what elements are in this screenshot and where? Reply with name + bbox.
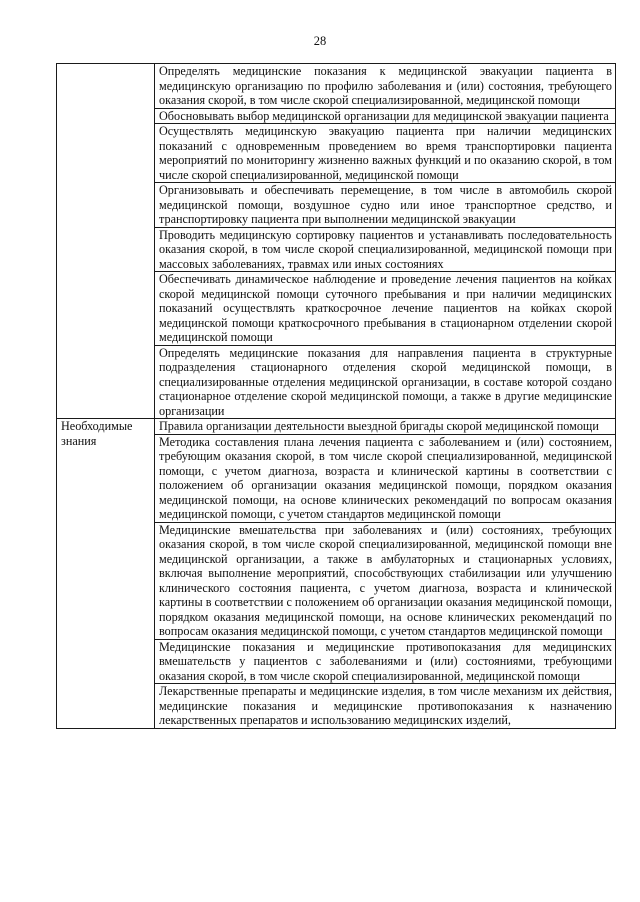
table-cell: Обосновывать выбор медицинской организации для медицинской эвакуации пациента [155, 108, 616, 124]
table-cell: Лекарственные препараты и медицинские изделия, в том числе механизм их действия, медицинские показания и медицинские противопоказания к назначению лекарственных препаратов и использованию медицинских изделий, [155, 684, 616, 729]
table-cell: Организовывать и обеспечивать перемещение, в том числе в автомобиль скорой медицинской помощи, воздушное судно или иное транспортное средство, и транспортировку пациента при выполнении медицинской эвакуации [155, 183, 616, 228]
section-label [57, 64, 155, 419]
table-cell: Медицинские вмешательства при заболеваниях и (или) состояниях, требующих оказания скорой, в том числе скорой специализированной, медицинской помощи вне медицинской организации, а также в амбулаторных и стационарных условиях, включая выполнение мероприятий, способствующих стабилизации или улучшению клинического состояния пациента, с учетом диагноза, возраста и клинической картины в соответствии с положением об организации оказания медицинской помощи, порядком оказания медицинской помощи, на основе клинических рекомендаций по вопросам оказания медицинской помощи, с учетом стандартов медицинской помощи [155, 522, 616, 639]
table-row [57, 64, 616, 109]
table-cell: Определять медицинские показания к медицинской эвакуации пациента в медицинскую организацию по профилю заболевания и (или) состояния, требующего оказания скорой, в том числе скорой специализированной, медицинской помощи [155, 64, 616, 109]
table-cell: Определять медицинские показания для направления пациента в структурные подразделения стационарного отделения скорой медицинской помощи, в специализированные отделения медицинской организации, в составе которой создано стационарное отделение скорой медицинской помощи, а также в другие медицинские организации [155, 345, 616, 419]
section-label-required-knowledge: Необходимые знания [57, 419, 155, 729]
table-cell: Проводить медицинскую сортировку пациентов и устанавливать последовательность оказания скорой, в том числе скорой специализированной, медицинской помощи при массовых заболеваниях, травмах или иных состояниях [155, 227, 616, 272]
table-cell: Методика составления плана лечения пациента с заболеванием и (или) состоянием, требующим оказания скорой, в том числе скорой специализированной, медицинской помощи, с учетом диагноза, возраста и клинической картины в соответствии с положением об организации оказания медицинской помощи, порядком оказания медицинской помощи, на основе клинических рекомендаций по вопросам оказания медицинской помощи, с учетом стандартов медицинской помощи [155, 434, 616, 522]
page-number: 28 [313, 34, 327, 48]
table-cell: Правила организации деятельности выездной бригады скорой медицинской помощи [155, 419, 616, 435]
table-cell: Обеспечивать динамическое наблюдение и проведение лечения пациентов на койках скорой медицинской помощи суточного пребывания и при наличии медицинских показаний осуществлять краткосрочное лечение пациентов на койках скорой медицинской помощи краткосрочного пребывания в стационарном отделении скорой медицинской помощи [155, 272, 616, 346]
table-body [57, 64, 616, 729]
requirements-table [56, 63, 616, 729]
table-row [57, 419, 616, 435]
table-cell: Медицинские показания и медицинские противопоказания для медицинских вмешательств у пациентов с заболеваниями и (или) состояниями, требующими оказания скорой, в том числе скорой специализированной, медицинской помощи [155, 639, 616, 684]
table-cell: Осуществлять медицинскую эвакуацию пациента при наличии медицинских показаний с одновременным проведением во время транспортировки пациента мероприятий по мониторингу жизненно важных функций и по оказанию скорой, в том числе скорой специализированной, медицинской помощи [155, 124, 616, 183]
